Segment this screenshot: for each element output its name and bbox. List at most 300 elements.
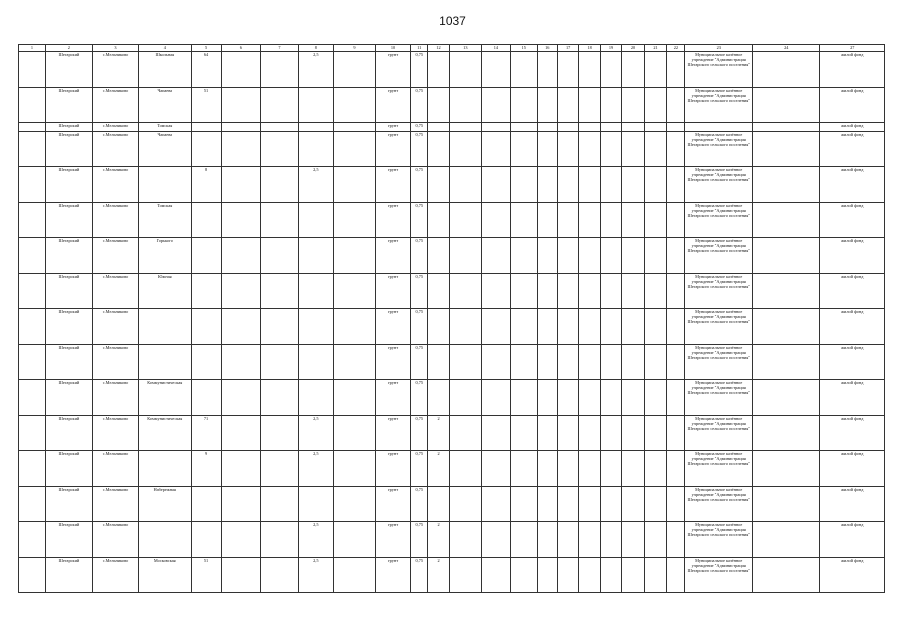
count-cell	[334, 202, 376, 238]
count-cell	[334, 131, 376, 167]
area-cell: 2,5	[298, 167, 333, 203]
empty-cell	[510, 52, 537, 88]
empty-cell	[644, 486, 667, 522]
area-cell	[298, 123, 333, 132]
table-row	[19, 309, 885, 345]
count-cell	[334, 238, 376, 274]
empty-cell	[579, 273, 600, 309]
longitude-cell	[261, 380, 299, 416]
house-number-cell: 51	[191, 87, 221, 123]
owner-cell: Муниципальное казённое учреждение "Администрация Шегарского сельского поселения"	[685, 415, 753, 451]
empty-cell	[667, 87, 685, 123]
empty-cell	[622, 557, 645, 593]
container-volume-cell: 0,75	[411, 557, 428, 593]
street-cell	[139, 451, 192, 487]
empty-cell	[510, 415, 537, 451]
empty-cell	[622, 87, 645, 123]
empty-cell	[481, 486, 510, 522]
district-cell: Шегарский	[45, 87, 92, 123]
empty-cell	[622, 273, 645, 309]
count-cell	[334, 87, 376, 123]
district-cell: Шегарский	[45, 522, 92, 558]
latitude-cell	[221, 52, 261, 88]
empty-cell	[537, 52, 557, 88]
empty-cell	[644, 451, 667, 487]
latitude-cell	[221, 131, 261, 167]
owner-cell: Муниципальное казённое учреждение "Администрация Шегарского сельского поселения"	[685, 486, 753, 522]
empty-cell	[510, 486, 537, 522]
empty-cell	[667, 557, 685, 593]
empty-cell	[449, 131, 481, 167]
container-count-cell: 2	[428, 451, 449, 487]
container-volume-cell: 0,75	[411, 415, 428, 451]
empty-cell	[449, 273, 481, 309]
container-volume-cell: 0,75	[411, 131, 428, 167]
empty-cell	[622, 238, 645, 274]
ogrn-cell	[752, 87, 820, 123]
empty-cell	[579, 167, 600, 203]
empty-cell	[622, 486, 645, 522]
street-cell: Чапаева	[139, 131, 192, 167]
empty-cell	[600, 167, 621, 203]
row-number-cell	[19, 202, 46, 238]
area-cell: 2,5	[298, 557, 333, 593]
surface-type-cell: грунт	[375, 87, 410, 123]
source-cell: жилой фонд	[820, 344, 885, 380]
district-cell: Шегарский	[45, 451, 92, 487]
source-cell: жилой фонд	[820, 522, 885, 558]
table-row	[19, 238, 885, 274]
empty-cell	[667, 273, 685, 309]
empty-cell	[557, 202, 578, 238]
surface-type-cell: грунт	[375, 123, 410, 132]
empty-cell	[537, 451, 557, 487]
column-header: 13	[449, 45, 481, 52]
empty-cell	[667, 238, 685, 274]
empty-cell	[481, 273, 510, 309]
street-cell: Набережная	[139, 486, 192, 522]
empty-cell	[644, 52, 667, 88]
settlement-cell: с.Мельниково	[92, 557, 138, 593]
count-cell	[334, 380, 376, 416]
table-row	[19, 522, 885, 558]
column-header: 16	[537, 45, 557, 52]
owner-cell: Муниципальное казённое учреждение "Администрация Шегарского сельского поселения"	[685, 273, 753, 309]
street-cell: Южная	[139, 273, 192, 309]
settlement-cell: с.Мельниково	[92, 415, 138, 451]
empty-cell	[600, 344, 621, 380]
row-number-cell	[19, 557, 46, 593]
empty-cell	[622, 380, 645, 416]
empty-cell	[579, 202, 600, 238]
settlement-cell: с.Мельниково	[92, 380, 138, 416]
longitude-cell	[261, 522, 299, 558]
empty-cell	[579, 309, 600, 345]
settlement-cell: с.Мельниково	[92, 451, 138, 487]
empty-cell	[510, 380, 537, 416]
row-number-cell	[19, 380, 46, 416]
surface-type-cell: грунт	[375, 238, 410, 274]
house-number-cell	[191, 380, 221, 416]
empty-cell	[537, 344, 557, 380]
district-cell: Шегарский	[45, 344, 92, 380]
longitude-cell	[261, 415, 299, 451]
empty-cell	[644, 123, 667, 132]
area-cell	[298, 380, 333, 416]
table-row	[19, 273, 885, 309]
count-cell	[334, 309, 376, 345]
owner-cell: Муниципальное казённое учреждение "Администрация Шегарского сельского поселения"	[685, 522, 753, 558]
empty-cell	[600, 557, 621, 593]
column-header: 19	[600, 45, 621, 52]
settlement-cell: с.Мельниково	[92, 238, 138, 274]
street-cell	[139, 309, 192, 345]
empty-cell	[449, 123, 481, 132]
empty-cell	[481, 202, 510, 238]
empty-cell	[579, 238, 600, 274]
ogrn-cell	[752, 344, 820, 380]
empty-cell	[600, 273, 621, 309]
empty-cell	[449, 522, 481, 558]
surface-type-cell: грунт	[375, 309, 410, 345]
container-volume-cell: 0,75	[411, 202, 428, 238]
house-number-cell	[191, 486, 221, 522]
empty-cell	[510, 131, 537, 167]
empty-cell	[510, 344, 537, 380]
empty-cell	[537, 87, 557, 123]
empty-cell	[481, 167, 510, 203]
empty-cell	[600, 309, 621, 345]
container-count-cell	[428, 309, 449, 345]
empty-cell	[667, 123, 685, 132]
empty-cell	[600, 522, 621, 558]
container-volume-cell: 0,75	[411, 309, 428, 345]
house-number-cell	[191, 238, 221, 274]
column-header: 5	[191, 45, 221, 52]
empty-cell	[622, 167, 645, 203]
empty-cell	[557, 123, 578, 132]
table-row	[19, 202, 885, 238]
empty-cell	[449, 87, 481, 123]
empty-cell	[579, 52, 600, 88]
row-number-cell	[19, 486, 46, 522]
source-cell: жилой фонд	[820, 131, 885, 167]
empty-cell	[481, 131, 510, 167]
table-row	[19, 451, 885, 487]
empty-cell	[537, 557, 557, 593]
container-count-cell	[428, 380, 449, 416]
row-number-cell	[19, 238, 46, 274]
district-cell: Шегарский	[45, 52, 92, 88]
source-cell: жилой фонд	[820, 87, 885, 123]
empty-cell	[644, 202, 667, 238]
container-volume-cell: 0,75	[411, 238, 428, 274]
settlement-cell: с.Мельниково	[92, 486, 138, 522]
empty-cell	[667, 486, 685, 522]
table-row	[19, 167, 885, 203]
settlement-cell: с.Мельниково	[92, 309, 138, 345]
column-header: 18	[579, 45, 600, 52]
owner-cell: Муниципальное казённое учреждение "Администрация Шегарского сельского поселения"	[685, 87, 753, 123]
count-cell	[334, 273, 376, 309]
container-count-cell	[428, 87, 449, 123]
empty-cell	[449, 451, 481, 487]
source-cell: жилой фонд	[820, 380, 885, 416]
surface-type-cell: грунт	[375, 451, 410, 487]
surface-type-cell: грунт	[375, 167, 410, 203]
latitude-cell	[221, 415, 261, 451]
area-cell: 2,5	[298, 451, 333, 487]
empty-cell	[537, 380, 557, 416]
ogrn-cell	[752, 557, 820, 593]
empty-cell	[557, 344, 578, 380]
count-cell	[334, 486, 376, 522]
latitude-cell	[221, 202, 261, 238]
area-cell	[298, 202, 333, 238]
empty-cell	[481, 309, 510, 345]
district-cell: Шегарский	[45, 131, 92, 167]
empty-cell	[644, 344, 667, 380]
area-cell: 2,5	[298, 522, 333, 558]
empty-cell	[449, 486, 481, 522]
column-header: 9	[334, 45, 376, 52]
longitude-cell	[261, 344, 299, 380]
container-volume-cell: 0,75	[411, 273, 428, 309]
container-count-cell: 2	[428, 557, 449, 593]
ogrn-cell	[752, 273, 820, 309]
district-cell: Шегарский	[45, 123, 92, 132]
empty-cell	[449, 238, 481, 274]
settlement-cell: с.Мельниково	[92, 131, 138, 167]
house-number-cell	[191, 273, 221, 309]
empty-cell	[600, 415, 621, 451]
street-cell: Чапаева	[139, 87, 192, 123]
latitude-cell	[221, 344, 261, 380]
row-number-cell	[19, 451, 46, 487]
empty-cell	[622, 52, 645, 88]
empty-cell	[644, 380, 667, 416]
empty-cell	[579, 344, 600, 380]
container-volume-cell: 0,75	[411, 167, 428, 203]
column-header: 7	[261, 45, 299, 52]
register-table	[18, 44, 885, 593]
column-header: 14	[481, 45, 510, 52]
empty-cell	[579, 87, 600, 123]
empty-cell	[600, 87, 621, 123]
owner-cell: Муниципальное казённое учреждение "Администрация Шегарского сельского поселения"	[685, 309, 753, 345]
empty-cell	[667, 202, 685, 238]
empty-cell	[510, 167, 537, 203]
district-cell: Шегарский	[45, 415, 92, 451]
column-header: 10	[375, 45, 410, 52]
house-number-cell	[191, 202, 221, 238]
latitude-cell	[221, 451, 261, 487]
owner-cell	[685, 123, 753, 132]
latitude-cell	[221, 309, 261, 345]
empty-cell	[449, 415, 481, 451]
settlement-cell: с.Мельниково	[92, 522, 138, 558]
empty-cell	[449, 309, 481, 345]
column-header: 15	[510, 45, 537, 52]
empty-cell	[600, 202, 621, 238]
empty-cell	[449, 202, 481, 238]
surface-type-cell: грунт	[375, 522, 410, 558]
house-number-cell	[191, 123, 221, 132]
empty-cell	[449, 52, 481, 88]
column-header: 4	[139, 45, 192, 52]
owner-cell: Муниципальное казённое учреждение "Администрация Шегарского сельского поселения"	[685, 380, 753, 416]
house-number-cell: 9	[191, 451, 221, 487]
area-cell: 2,5	[298, 415, 333, 451]
settlement-cell: с.Мельниково	[92, 273, 138, 309]
ogrn-cell	[752, 167, 820, 203]
source-cell: жилой фонд	[820, 415, 885, 451]
empty-cell	[667, 451, 685, 487]
source-cell: жилой фонд	[820, 557, 885, 593]
latitude-cell	[221, 87, 261, 123]
empty-cell	[557, 87, 578, 123]
empty-cell	[644, 238, 667, 274]
empty-cell	[557, 309, 578, 345]
street-cell: Коммунистическая	[139, 415, 192, 451]
empty-cell	[579, 486, 600, 522]
empty-cell	[557, 451, 578, 487]
empty-cell	[622, 123, 645, 132]
empty-cell	[557, 273, 578, 309]
container-volume-cell: 0,75	[411, 52, 428, 88]
source-cell: жилой фонд	[820, 202, 885, 238]
longitude-cell	[261, 557, 299, 593]
empty-cell	[537, 273, 557, 309]
empty-cell	[667, 415, 685, 451]
latitude-cell	[221, 123, 261, 132]
empty-cell	[667, 131, 685, 167]
container-volume-cell: 0,75	[411, 486, 428, 522]
row-number-cell	[19, 131, 46, 167]
empty-cell	[537, 131, 557, 167]
longitude-cell	[261, 309, 299, 345]
surface-type-cell: грунт	[375, 415, 410, 451]
district-cell: Шегарский	[45, 202, 92, 238]
table-row	[19, 486, 885, 522]
container-count-cell	[428, 344, 449, 380]
house-number-cell	[191, 309, 221, 345]
empty-cell	[510, 451, 537, 487]
owner-cell: Муниципальное казённое учреждение "Администрация Шегарского сельского поселения"	[685, 344, 753, 380]
owner-cell: Муниципальное казённое учреждение "Администрация Шегарского сельского поселения"	[685, 52, 753, 88]
ogrn-cell	[752, 451, 820, 487]
longitude-cell	[261, 202, 299, 238]
empty-cell	[449, 167, 481, 203]
count-cell	[334, 557, 376, 593]
empty-cell	[510, 123, 537, 132]
settlement-cell: с.Мельниково	[92, 87, 138, 123]
ogrn-cell	[752, 131, 820, 167]
column-header: 1	[19, 45, 46, 52]
surface-type-cell: грунт	[375, 557, 410, 593]
source-cell: жилой фонд	[820, 123, 885, 132]
count-cell	[334, 167, 376, 203]
empty-cell	[622, 451, 645, 487]
empty-cell	[600, 131, 621, 167]
table-row	[19, 52, 885, 88]
district-cell: Шегарский	[45, 273, 92, 309]
row-number-cell	[19, 87, 46, 123]
column-header: 20	[622, 45, 645, 52]
settlement-cell: с.Мельниково	[92, 123, 138, 132]
empty-cell	[644, 557, 667, 593]
empty-cell	[622, 309, 645, 345]
area-cell	[298, 238, 333, 274]
count-cell	[334, 415, 376, 451]
house-number-cell: 51	[191, 557, 221, 593]
empty-cell	[579, 451, 600, 487]
longitude-cell	[261, 131, 299, 167]
column-header: 3	[92, 45, 138, 52]
district-cell: Шегарский	[45, 557, 92, 593]
empty-cell	[622, 202, 645, 238]
container-count-cell	[428, 131, 449, 167]
latitude-cell	[221, 167, 261, 203]
house-number-cell	[191, 131, 221, 167]
empty-cell	[449, 380, 481, 416]
district-cell: Шегарский	[45, 380, 92, 416]
surface-type-cell: грунт	[375, 273, 410, 309]
owner-cell: Муниципальное казённое учреждение "Администрация Шегарского сельского поселения"	[685, 557, 753, 593]
street-cell: Томская	[139, 123, 192, 132]
empty-cell	[644, 309, 667, 345]
ogrn-cell	[752, 52, 820, 88]
latitude-cell	[221, 380, 261, 416]
area-cell	[298, 273, 333, 309]
longitude-cell	[261, 87, 299, 123]
empty-cell	[481, 415, 510, 451]
empty-cell	[481, 522, 510, 558]
column-header: 24	[752, 45, 820, 52]
table-row	[19, 380, 885, 416]
house-number-cell: 8	[191, 167, 221, 203]
empty-cell	[510, 87, 537, 123]
row-number-cell	[19, 309, 46, 345]
container-count-cell: 2	[428, 522, 449, 558]
empty-cell	[449, 344, 481, 380]
row-number-cell	[19, 522, 46, 558]
table-row	[19, 123, 885, 132]
street-cell	[139, 522, 192, 558]
source-cell: жилой фонд	[820, 52, 885, 88]
source-cell: жилой фонд	[820, 486, 885, 522]
district-cell: Шегарский	[45, 238, 92, 274]
house-number-cell	[191, 344, 221, 380]
longitude-cell	[261, 238, 299, 274]
street-cell: Горького	[139, 238, 192, 274]
settlement-cell: с.Мельниково	[92, 344, 138, 380]
district-cell: Шегарский	[45, 309, 92, 345]
empty-cell	[557, 415, 578, 451]
latitude-cell	[221, 273, 261, 309]
ogrn-cell	[752, 486, 820, 522]
empty-cell	[557, 522, 578, 558]
empty-cell	[510, 522, 537, 558]
container-count-cell	[428, 52, 449, 88]
longitude-cell	[261, 273, 299, 309]
container-count-cell	[428, 202, 449, 238]
street-cell: Московская	[139, 557, 192, 593]
empty-cell	[644, 131, 667, 167]
latitude-cell	[221, 557, 261, 593]
empty-cell	[481, 451, 510, 487]
empty-cell	[579, 557, 600, 593]
